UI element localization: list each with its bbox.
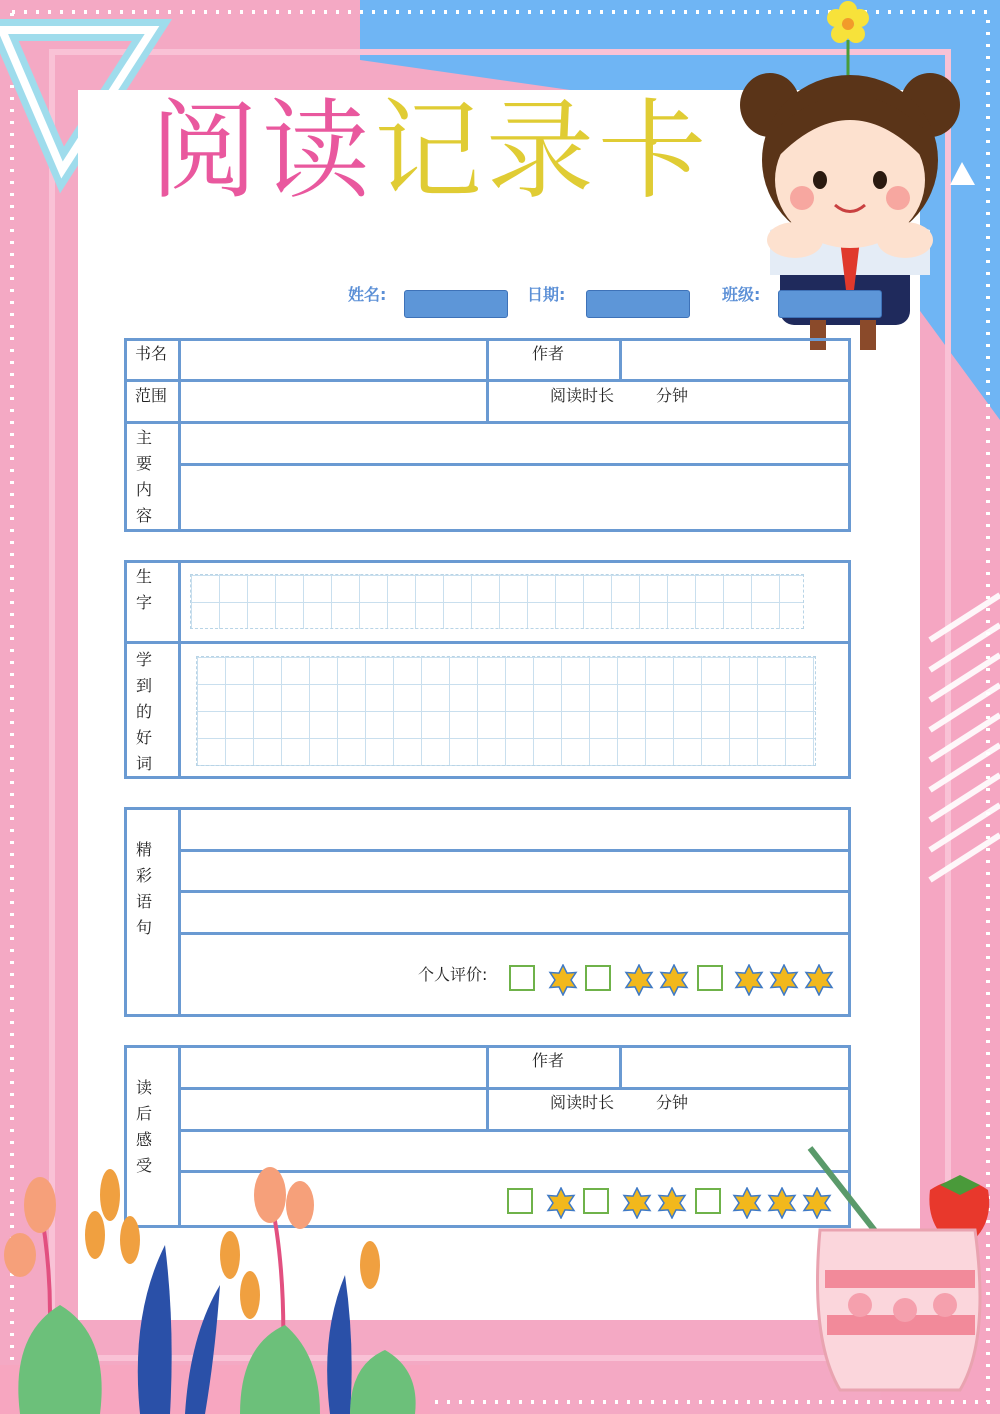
evaluation-label: 个人评价: <box>418 965 488 984</box>
class-field[interactable] <box>778 290 882 318</box>
feelings-label: 读 后 感 受 <box>135 1078 152 1175</box>
title-part-2: 记录卡 <box>374 89 711 214</box>
drink-illustration <box>790 1140 1000 1414</box>
summary-label: 主 要 内 容 <box>135 428 152 525</box>
author-label-2: 作者 <box>532 1051 565 1070</box>
rating-checkbox[interactable] <box>585 965 611 991</box>
star-icon[interactable] <box>623 964 655 996</box>
new-characters-label: 生 字 <box>135 567 152 612</box>
reading-time-label: 阅读时长 <box>550 386 615 405</box>
star-icon[interactable] <box>803 964 835 996</box>
scope-label: 范围 <box>135 386 168 405</box>
star-icon[interactable] <box>656 1187 688 1219</box>
book-name-label: 书名 <box>135 344 168 363</box>
good-words-label: 学 到 的 好 词 <box>135 650 152 773</box>
rating-checkbox[interactable] <box>509 965 535 991</box>
sentences-label: 精 彩 语 句 <box>135 840 152 937</box>
star-icon[interactable] <box>733 964 765 996</box>
rating-checkbox[interactable] <box>697 965 723 991</box>
star-icon[interactable] <box>621 1187 653 1219</box>
rating-checkbox[interactable] <box>695 1188 721 1214</box>
author-label: 作者 <box>532 344 565 363</box>
name-field[interactable] <box>404 290 508 318</box>
star-icon[interactable] <box>545 1187 577 1219</box>
name-label: 姓名: <box>348 285 387 304</box>
class-label: 班级: <box>722 285 761 304</box>
word-grid[interactable] <box>196 656 816 766</box>
date-label: 日期: <box>527 285 566 304</box>
title-part-1: 阅读 <box>150 89 375 214</box>
page-title <box>150 89 711 214</box>
character-grid[interactable] <box>190 574 804 629</box>
date-field[interactable] <box>586 290 690 318</box>
reading-time-label-2: 阅读时长 <box>550 1093 615 1112</box>
flower-icon <box>827 1 869 80</box>
plants-illustration <box>0 1165 430 1414</box>
rating-checkbox[interactable] <box>583 1188 609 1214</box>
star-icon[interactable] <box>658 964 690 996</box>
minutes-label: 分钟 <box>656 386 689 405</box>
star-icon[interactable] <box>768 964 800 996</box>
star-icon[interactable] <box>547 964 579 996</box>
rating-checkbox[interactable] <box>507 1188 533 1214</box>
minutes-label-2: 分钟 <box>656 1093 689 1112</box>
star-icon[interactable] <box>731 1187 763 1219</box>
